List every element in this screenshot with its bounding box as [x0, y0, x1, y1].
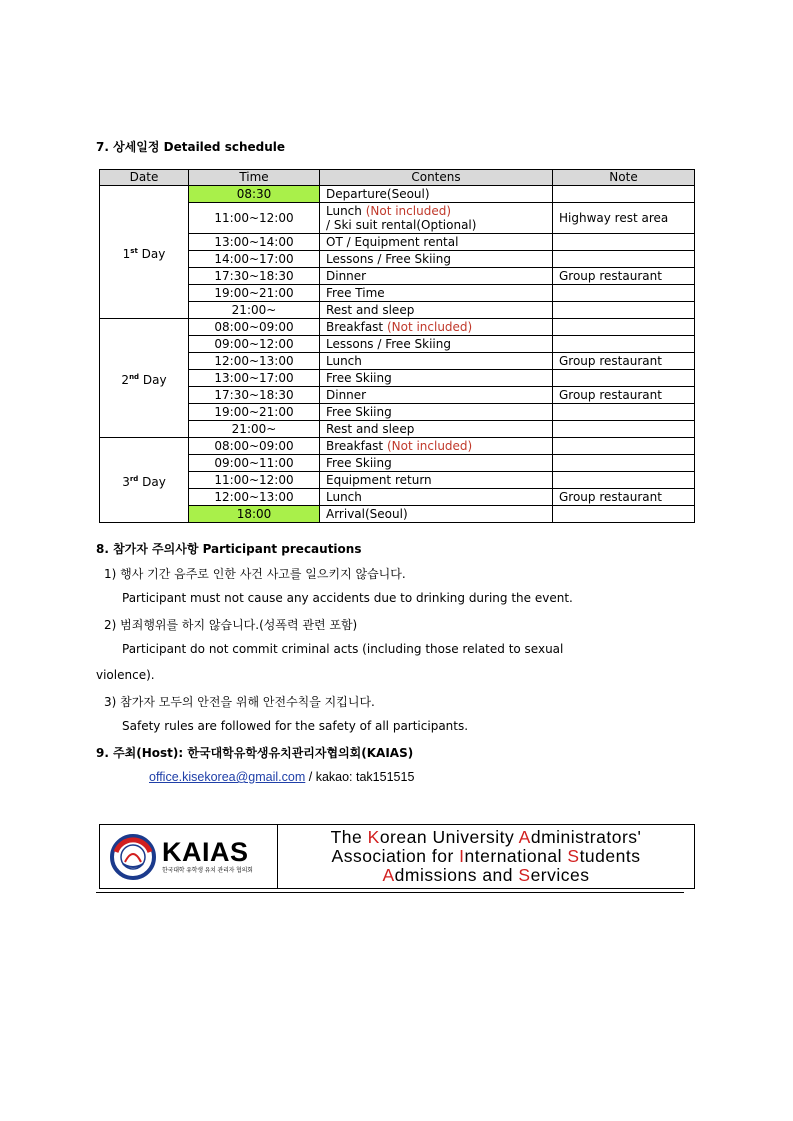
- org-line-3: Admissions and Services: [382, 865, 590, 885]
- time-cell: 19:00~21:00: [189, 285, 320, 302]
- header-note: Note: [553, 170, 695, 186]
- logo-cell: [100, 825, 278, 888]
- table-row: [100, 251, 695, 268]
- email-link[interactable]: office.kisekorea@gmail.com: [149, 770, 306, 784]
- section-9-title: 9. 주최(Host): 한국대학유학생유치관리자협의회(KAIAS): [96, 746, 414, 760]
- content-cell: Dinner: [320, 387, 553, 404]
- precaution-3-ko: 3) 참가자 모두의 안전을 위해 안전수칙을 지킵니다.: [104, 695, 375, 709]
- note-cell: [553, 370, 695, 387]
- table-row: [100, 387, 695, 404]
- day-1-cell: 1st Day: [100, 186, 189, 319]
- content-cell: Lunch (Not included) / Ski suit rental(Optional): [320, 203, 553, 234]
- day-3-cell: 3rd Day: [100, 438, 189, 523]
- note-cell: [553, 234, 695, 251]
- logo-subtitle: 한국대학 유학생 유치 관리자 협의회: [162, 867, 253, 874]
- table-row: [100, 438, 695, 455]
- time-cell: 08:30: [189, 186, 320, 203]
- note-cell: Highway rest area: [553, 203, 695, 234]
- note-cell: [553, 251, 695, 268]
- note-cell: [553, 186, 695, 203]
- table-row: [100, 203, 695, 234]
- time-cell: 11:00~12:00: [189, 472, 320, 489]
- time-cell: 21:00~: [189, 421, 320, 438]
- section-8-title: 8. 참가자 주의사항 Participant precautions: [96, 542, 362, 556]
- org-line-1: The Korean University Administrators': [330, 827, 642, 847]
- table-row: [100, 489, 695, 506]
- content-cell: Lessons / Free Skiing: [320, 336, 553, 353]
- time-cell: 11:00~12:00: [189, 203, 320, 234]
- note-cell: [553, 438, 695, 455]
- section-7-title: 7. 상세일정 Detailed schedule: [96, 140, 286, 154]
- table-row: [100, 268, 695, 285]
- note-cell: Group restaurant: [553, 489, 695, 506]
- time-cell: 19:00~21:00: [189, 404, 320, 421]
- table-row: [100, 186, 695, 203]
- table-row: [100, 302, 695, 319]
- note-cell: Group restaurant: [553, 387, 695, 404]
- precaution-2-ko: 2) 범죄행위를 하지 않습니다.(성폭력 관련 포함): [104, 618, 358, 632]
- note-cell: Group restaurant: [553, 353, 695, 370]
- content-cell: Lessons / Free Skiing: [320, 251, 553, 268]
- contact-line: [149, 770, 414, 784]
- table-row: [100, 370, 695, 387]
- table-row: [100, 404, 695, 421]
- table-row: [100, 506, 695, 523]
- precaution-1-en: Participant must not cause any accidents due to drinking during the event.: [122, 591, 573, 605]
- header-date: Date: [100, 170, 189, 186]
- org-line-2: Association for International Students: [331, 846, 641, 866]
- content-cell: Arrival(Seoul): [320, 506, 553, 523]
- time-cell: 13:00~17:00: [189, 370, 320, 387]
- content-cell: Breakfast (Not included): [320, 438, 553, 455]
- table-row: [100, 234, 695, 251]
- schedule-table: [99, 169, 695, 523]
- precaution-1-ko: 1) 행사 기간 음주로 인한 사건 사고를 일으키지 않습니다.: [104, 567, 406, 581]
- table-row: [100, 472, 695, 489]
- note-cell: [553, 455, 695, 472]
- time-cell: 12:00~13:00: [189, 489, 320, 506]
- time-cell: 08:00~09:00: [189, 319, 320, 336]
- precaution-2-en-a: Participant do not commit criminal acts (including those related to sexual: [122, 642, 564, 656]
- table-row: [100, 455, 695, 472]
- table-row: [100, 285, 695, 302]
- content-cell: Rest and sleep: [320, 302, 553, 319]
- time-cell: 21:00~: [189, 302, 320, 319]
- content-cell: Free Skiing: [320, 370, 553, 387]
- table-header-row: [100, 170, 695, 186]
- note-cell: [553, 285, 695, 302]
- content-cell: Departure(Seoul): [320, 186, 553, 203]
- header-time: Time: [189, 170, 320, 186]
- time-cell: 12:00~13:00: [189, 353, 320, 370]
- note-cell: Group restaurant: [553, 268, 695, 285]
- note-cell: [553, 404, 695, 421]
- time-cell: 09:00~12:00: [189, 336, 320, 353]
- content-cell: Breakfast (Not included): [320, 319, 553, 336]
- time-cell: 17:30~18:30: [189, 387, 320, 404]
- note-cell: [553, 336, 695, 353]
- time-cell: 08:00~09:00: [189, 438, 320, 455]
- content-cell: Free Time: [320, 285, 553, 302]
- content-cell: OT / Equipment rental: [320, 234, 553, 251]
- note-cell: [553, 421, 695, 438]
- time-cell: 18:00: [189, 506, 320, 523]
- contact-separator: /: [305, 770, 316, 784]
- time-cell: 17:30~18:30: [189, 268, 320, 285]
- table-row: [100, 421, 695, 438]
- note-cell: [553, 506, 695, 523]
- note-cell: [553, 472, 695, 489]
- footer-divider: [96, 892, 684, 893]
- kakao-id: kakao: tak151515: [315, 770, 415, 784]
- note-cell: [553, 319, 695, 336]
- content-cell: Lunch: [320, 353, 553, 370]
- time-cell: 14:00~17:00: [189, 251, 320, 268]
- day-2-cell: 2nd Day: [100, 319, 189, 438]
- time-cell: 09:00~11:00: [189, 455, 320, 472]
- table-row: [100, 336, 695, 353]
- precaution-2-en-b: violence).: [96, 668, 155, 682]
- content-cell: Equipment return: [320, 472, 553, 489]
- organization-name: [278, 825, 694, 888]
- kaias-emblem-icon: [110, 834, 156, 880]
- logo-wordmark: KAIAS: [162, 837, 249, 867]
- time-cell: 13:00~14:00: [189, 234, 320, 251]
- table-row: [100, 353, 695, 370]
- precaution-3-en: Safety rules are followed for the safety of all participants.: [122, 719, 469, 733]
- content-cell: Rest and sleep: [320, 421, 553, 438]
- content-cell: Free Skiing: [320, 455, 553, 472]
- table-row: [100, 319, 695, 336]
- header-contents: Contens: [320, 170, 553, 186]
- content-cell: Lunch: [320, 489, 553, 506]
- footer-banner: [99, 824, 695, 889]
- note-cell: [553, 302, 695, 319]
- content-cell: Dinner: [320, 268, 553, 285]
- content-cell: Free Skiing: [320, 404, 553, 421]
